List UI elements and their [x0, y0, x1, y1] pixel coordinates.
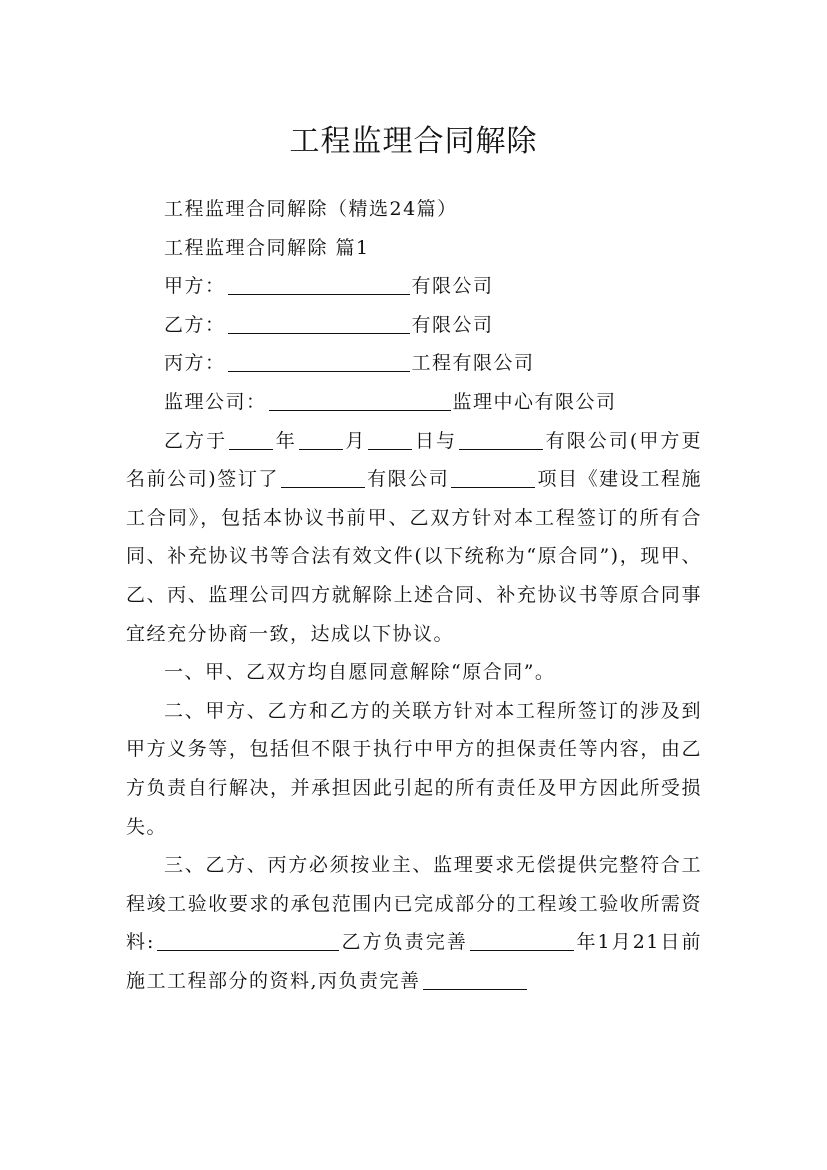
blank-line — [228, 274, 410, 295]
intro-text-2: 年 — [275, 429, 297, 452]
blank-line — [459, 429, 543, 450]
blank-line — [423, 969, 527, 990]
supervisor-suffix: 监理中心有限公司 — [452, 390, 617, 413]
clause-2: 二、甲方、乙方和乙方的关联方针对本工程所签订的涉及到甲方义务等，包括但不限于执行中甲方的担保责任等内容，由乙方负责自行解决，并承担因此引起的所有责任及甲方因此所受损失。 — [126, 699, 702, 838]
blank-line — [281, 467, 365, 488]
intro-paragraph — [126, 422, 702, 654]
blank-line — [299, 429, 343, 450]
clause-3-text-2: 乙方负责完善 — [340, 931, 468, 954]
party-b-line — [126, 306, 702, 345]
blank-line — [229, 429, 273, 450]
intro-text-3: 月 — [344, 429, 367, 452]
blank-line — [470, 930, 574, 951]
blank-line — [157, 930, 339, 951]
intro-text-6: 有限公司 — [367, 468, 450, 491]
supervisor-line — [126, 383, 702, 422]
intro-text-7: 项目《建设工程施工合同》，包括本协议书前甲、乙双方针对本工程签订的所有合同、补充协议书等合法有效文件(以下统称为“原合同”)，现甲、乙、丙、监理公司四方就解除上述合同、补充协议书等原合同事宜经充分协商一致，达成以下协议。 — [126, 468, 702, 645]
intro-text-4: 日与 — [414, 429, 458, 452]
section-heading: 工程监理合同解除 篇1 — [164, 236, 370, 259]
blank-line — [368, 429, 412, 450]
party-c-line — [126, 344, 702, 383]
document-body — [126, 190, 702, 1000]
party-b-label: 乙方： — [164, 313, 226, 336]
party-c-suffix: 工程有限公司 — [411, 352, 535, 375]
party-c-label: 丙方： — [164, 352, 226, 375]
clause-1: 一、甲、乙双方均自愿同意解除“原合同”。 — [164, 661, 556, 684]
party-a-line — [126, 267, 702, 306]
document-subtitle: 工程监理合同解除（精选24篇） — [164, 198, 458, 220]
intro-text-1: 乙方于 — [164, 429, 228, 452]
intro-text-5: 有限公司(甲方更名前公司)签订了 — [126, 429, 702, 491]
document-title: 工程监理合同解除 — [289, 124, 538, 160]
party-a-suffix: 有限公司 — [411, 275, 494, 298]
blank-line — [269, 390, 451, 411]
blank-line — [228, 351, 410, 372]
clause-3 — [126, 846, 702, 1000]
party-b-suffix: 有限公司 — [411, 313, 494, 336]
blank-line — [451, 467, 535, 488]
party-a-label: 甲方： — [164, 275, 226, 298]
blank-line — [228, 313, 410, 334]
clause-3-text-1: 三、乙方、丙方必须按业主、监理要求无偿提供完整符合工程竣工验收要求的承包范围内已完成部分的工程竣工验收所需资料: — [126, 854, 702, 954]
clause-3-text-3: 年1月21日前施工工程部分的资料,丙负责完善 — [126, 931, 703, 992]
supervisor-label: 监理公司： — [164, 390, 267, 413]
